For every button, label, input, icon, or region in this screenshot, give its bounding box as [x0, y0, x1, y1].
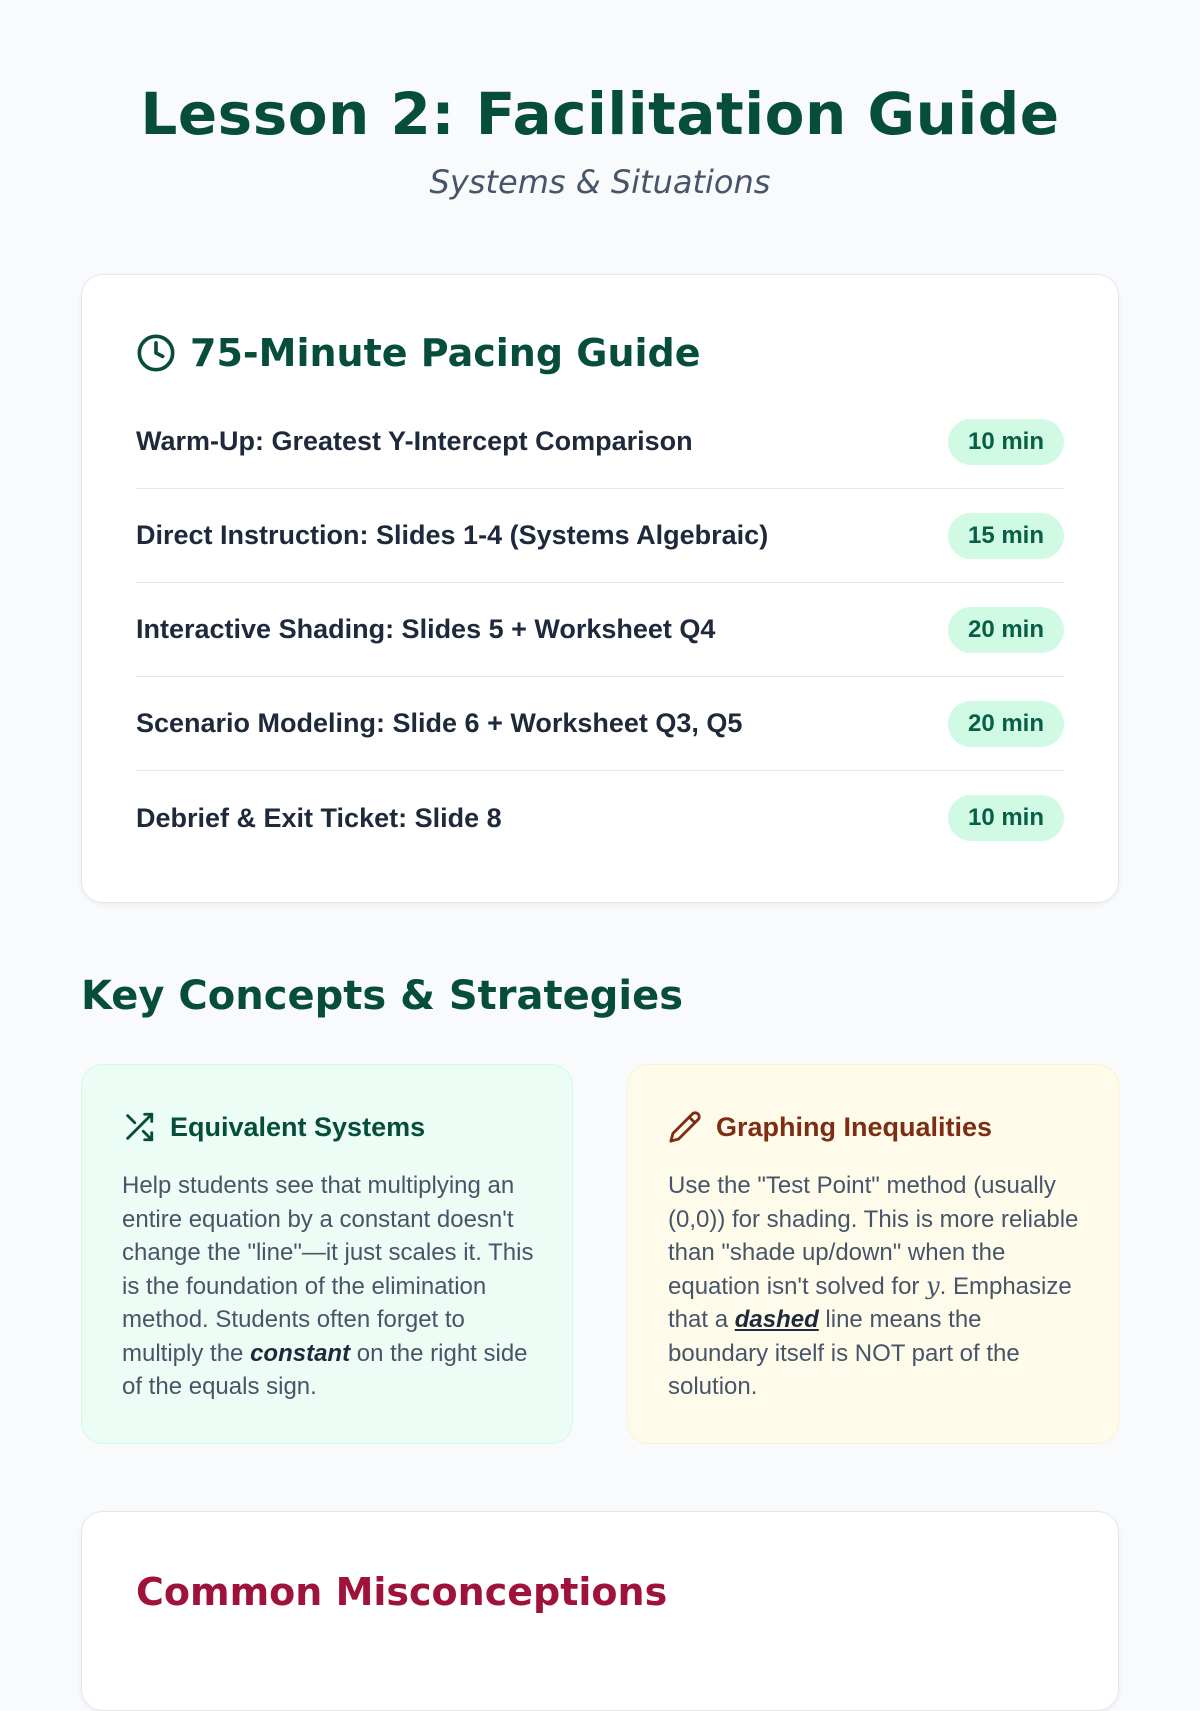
time-badge: 20 min — [948, 701, 1064, 747]
pacing-guide-heading — [136, 325, 1064, 381]
pacing-row-label: Interactive Shading: Slides 5 + Worksheet Q4 — [136, 614, 716, 644]
pacing-row — [136, 489, 1064, 583]
equivalent-systems-text — [122, 1169, 534, 1404]
text-segment: Use the "Test Point" method (usually (0,0)) for shading. This is more reliable than "shade up/down" when the equation isn't solved for — [668, 1172, 1079, 1300]
pacing-row-label: Direct Instruction: Slides 1-4 (Systems Algebraic) — [136, 520, 769, 550]
page-title: Lesson 2: Facilitation Guide — [140, 80, 1060, 148]
graphing-inequalities-title: Graphing Inequalities — [716, 1111, 993, 1142]
text-segment: line means the boundary itself is NOT part of the solution. — [668, 1306, 1020, 1400]
text-segment: . Emphasize that a — [668, 1272, 1072, 1333]
graphing-inequalities-heading — [668, 1105, 1080, 1149]
time-badge: 15 min — [948, 513, 1064, 559]
variable-y: y — [926, 1271, 940, 1300]
pacing-row-label: Scenario Modeling: Slide 6 + Worksheet Q3, Q5 — [136, 708, 743, 738]
misconceptions-heading: Common Misconceptions — [136, 1570, 668, 1614]
time-badge: 20 min — [948, 607, 1064, 653]
time-badge: 10 min — [948, 795, 1064, 841]
misconceptions-card — [81, 1511, 1119, 1711]
text-segment: Help students see that multiplying an entire equation by a constant doesn't change the "line"—it just scales it. This is the foundation of the elimination method. Students often forget to multiply the — [122, 1172, 534, 1367]
text-segment: on the right side of the equals sign. — [122, 1339, 528, 1400]
graphing-inequalities-card — [627, 1064, 1119, 1444]
equivalent-systems-heading — [122, 1105, 534, 1149]
clock-icon — [136, 333, 176, 373]
pacing-row-label: Warm-Up: Greatest Y-Intercept Comparison — [136, 426, 693, 456]
pencil-icon — [668, 1110, 702, 1144]
page-subtitle: Systems & Situations — [429, 163, 771, 201]
time-badge: 10 min — [948, 419, 1064, 465]
pacing-guide-card — [81, 274, 1119, 903]
equivalent-systems-card — [81, 1064, 573, 1444]
pacing-row-label: Debrief & Exit Ticket: Slide 8 — [136, 802, 502, 833]
equivalent-systems-title: Equivalent Systems — [170, 1111, 426, 1142]
pacing-row — [136, 583, 1064, 677]
key-concepts-heading: Key Concepts & Strategies — [81, 973, 684, 1019]
graphing-inequalities-text — [668, 1169, 1080, 1404]
emphasis-constant: constant — [250, 1339, 351, 1367]
pacing-row — [136, 677, 1064, 771]
emphasis-dashed: dashed — [734, 1306, 819, 1333]
pacing-row — [136, 395, 1064, 489]
pacing-row — [136, 771, 1064, 865]
page-header — [0, 0, 1200, 202]
shuffle-icon — [122, 1110, 156, 1144]
pacing-guide-title: 75-Minute Pacing Guide — [190, 331, 701, 375]
